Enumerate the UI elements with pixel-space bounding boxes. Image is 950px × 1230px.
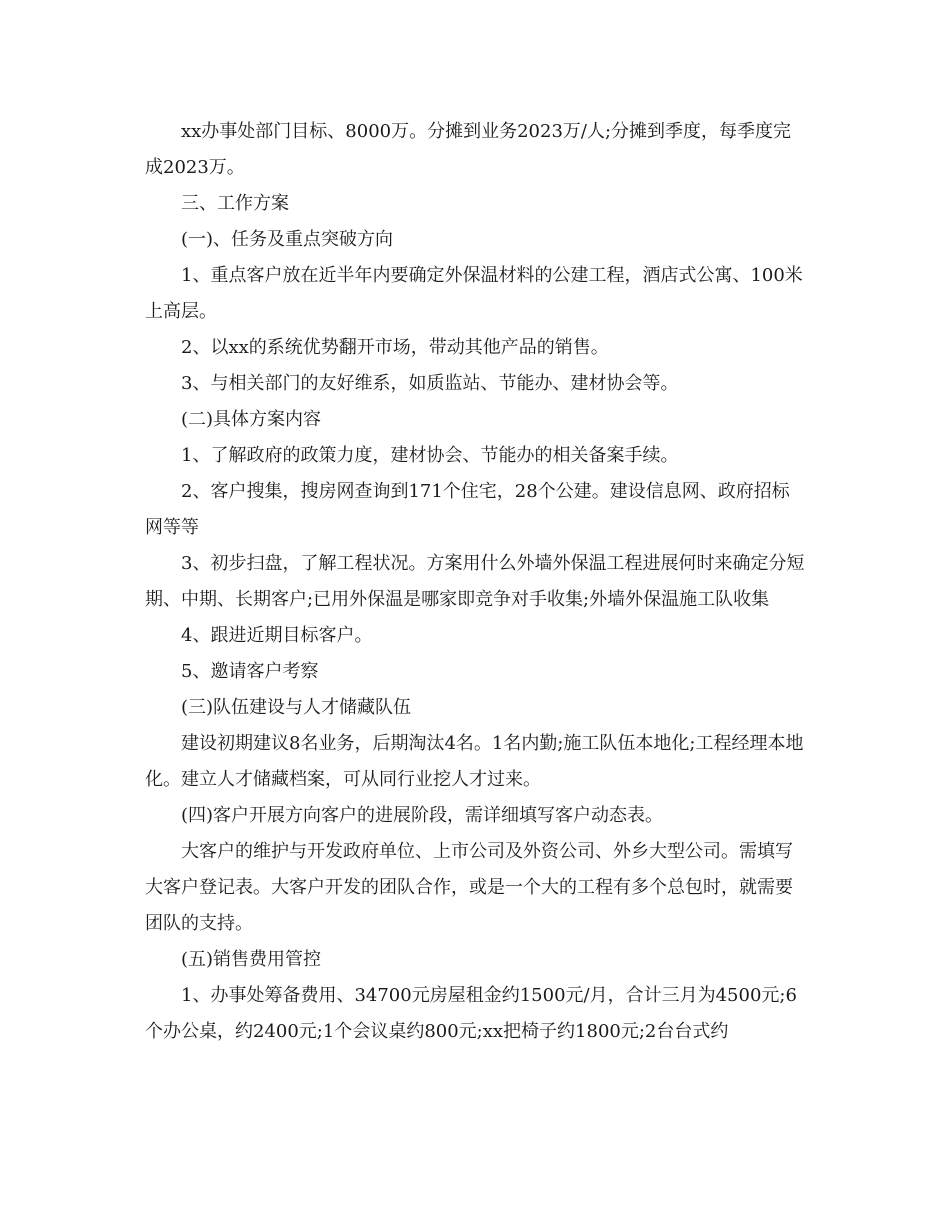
paragraph-plan-1: 1、了解政府的政策力度，建材协会、节能办的相关备案手续。 bbox=[181, 445, 679, 466]
subheading-customer-development: (四)客户开展方向客户的进展阶段，需详细填写客户动态表。 bbox=[181, 805, 664, 826]
paragraph-plan-2: 2、客户搜集，搜房网查询到171个住宅，28个公建。建设信息网、政府招标网等等 bbox=[145, 481, 790, 538]
paragraph-plan-3: 3、初步扫盘，了解工程状况。方案用什么外墙外保温工程进展何时来确定分短期、中期、长期客户;已用外保温是哪家即竞争对手收集;外墙外保温施工队收集 bbox=[145, 553, 805, 610]
paragraph-plan-5: 5、邀请客户考察 bbox=[181, 661, 319, 682]
paragraph-task-1: 1、重点客户放在近半年内要确定外保温材料的公建工程，酒店式公寓、100米上高层。 bbox=[145, 265, 803, 322]
paragraph-cost-1: 1、办事处筹备费用、34700元房屋租金约1500元/月，合计三月为4500元;6个办公桌，约2400元;1个会议桌约800元;xx把椅子约1800元;2台台式约 bbox=[145, 985, 797, 1042]
paragraph-task-3: 3、与相关部门的友好维系，如质监站、节能办、建材协会等。 bbox=[181, 373, 679, 394]
paragraph-key-accounts: 大客户的维护与开发政府单位、上市公司及外资公司、外乡大型公司。需填写大客户登记表。大客户开发的团队合作，或是一个大的工程有多个总包时，就需要团队的支持。 bbox=[145, 841, 793, 934]
subheading-team: (三)队伍建设与人才储藏队伍 bbox=[181, 697, 412, 718]
heading-work-plan: 三、工作方案 bbox=[181, 193, 289, 214]
subheading-cost-control: (五)销售费用管控 bbox=[181, 949, 322, 970]
paragraph-team: 建设初期建议8名业务，后期淘汰4名。1名内勤;施工队伍本地化;工程经理本地化。建立人才储藏档案，可从同行业挖人才过来。 bbox=[145, 733, 804, 790]
paragraph-target: xx办事处部门目标、8000万。分摊到业务2023万/人;分摊到季度，每季度完成2023万。 bbox=[145, 121, 792, 178]
paragraph-plan-4: 4、跟进近期目标客户。 bbox=[181, 625, 373, 646]
subheading-plan-content: (二)具体方案内容 bbox=[181, 409, 322, 430]
document-body bbox=[145, 114, 805, 1050]
subheading-tasks: (一)、任务及重点突破方向 bbox=[181, 229, 394, 250]
paragraph-task-2: 2、以xx的系统优势翻开市场，带动其他产品的销售。 bbox=[181, 337, 609, 358]
